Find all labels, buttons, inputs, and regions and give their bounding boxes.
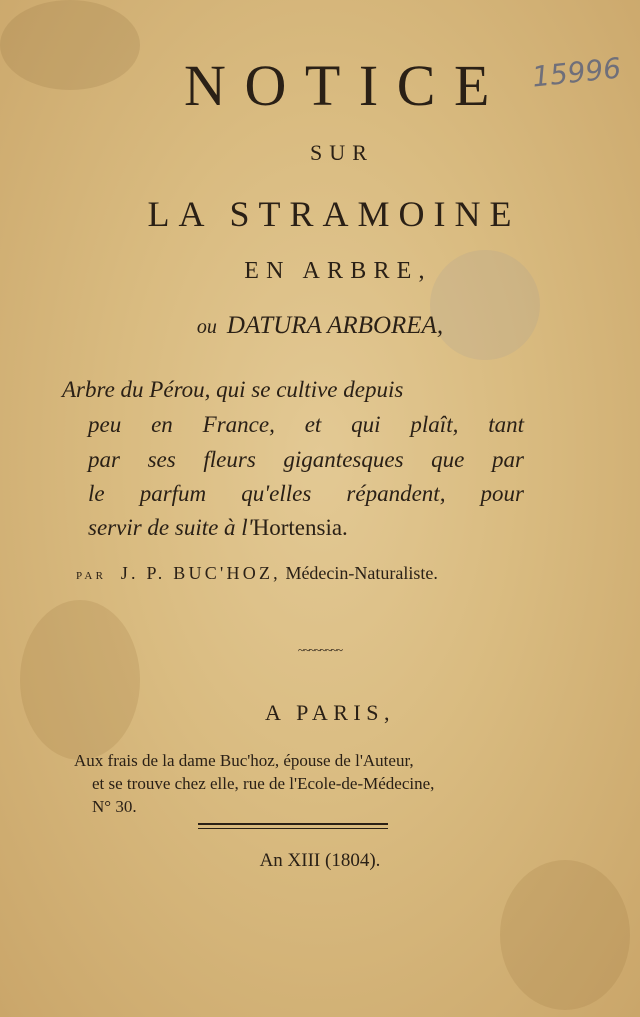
imprint-year: An XIII (1804). (259, 850, 381, 871)
imprint-publisher-line: Aux frais de la dame Buc'hoz, épouse de l'Auteur, (74, 751, 414, 770)
title-datura-name: DATURA ARBOREA, (226, 312, 444, 339)
imprint-place: A PARIS, (264, 700, 395, 725)
paper-stain (500, 860, 630, 1010)
author-title: Médecin-Naturaliste. (285, 563, 438, 583)
title-sur: SUR (310, 140, 374, 165)
author-line (76, 563, 438, 584)
double-rule (198, 828, 388, 829)
description-italic: servir de suite à l' (88, 515, 253, 540)
author-name: J. P. BUC'HOZ, (120, 563, 281, 583)
description-line: par ses fleurs gigantesques que par (88, 447, 524, 472)
shelfmark: 15996 (530, 51, 623, 94)
paper-stain (20, 600, 140, 760)
title-main: LA STRAMOINE (147, 194, 521, 234)
double-rule (198, 823, 388, 825)
imprint-publisher-line: et se trouve chez elle, rue de l'Ecole-de-Médecine, (92, 774, 435, 793)
ornament: ~~~~~~~~ (298, 643, 342, 657)
title-notice: NOTICE (184, 53, 508, 118)
title-sub: EN ARBRE, (244, 258, 432, 284)
author-par: PAR (76, 570, 107, 582)
description-line (88, 515, 548, 541)
imprint-publisher-line: N° 30. (92, 797, 137, 816)
title-datura (0, 312, 640, 340)
description-line: peu en France, et qui plaît, tant (88, 412, 524, 437)
description-roman: Hortensia. (252, 515, 348, 540)
title-datura-ou: ou (196, 316, 217, 338)
description-line: le parfum qu'elles répandent, pour (88, 481, 524, 506)
description-line: Arbre du Pérou, qui se cultive depuis (62, 377, 404, 402)
